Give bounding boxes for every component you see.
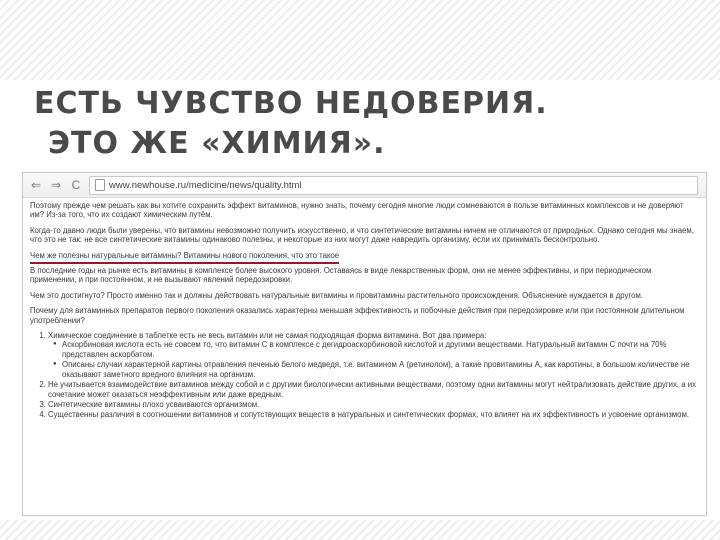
article-sublist: [48, 340, 699, 379]
article-intro-2: Когда-то давно люди были уверены, что витамины невозможно получить искусственно, и что синтетические витамины ничем не отличаются от природных. Однако сегодня мы знаем, что это не так: не все синтетические витамины одинаково полезны, и некоторые из них могут даже навредить организму, если их принимать бесконтрольно.: [30, 225, 694, 245]
sublist-item: ● Описаны случаи характерной картины отравления печенью белого медведя, т.е. витамином А (ретинолом), а такие провитамины А, как каротины, в большом количестве не оказывают заметного вредного влияния на организм.: [62, 360, 699, 379]
article-list: [30, 331, 699, 420]
page-icon: [95, 179, 105, 191]
slide-title-line-2: ЭТО ЖЕ «ХИМИЯ».: [48, 126, 386, 161]
article-question-text: Чем же полезны натуральные витамины? Витамины нового поколения, что это такое: [30, 250, 340, 260]
decorative-stripes-bottom: [0, 520, 720, 540]
browser-toolbar: [23, 173, 706, 198]
url-text: www.newhouse.ru/medicine/news/quality.html: [109, 179, 302, 191]
sublist-item: ● Аскорбиновая кислота есть не совсем то, что витамин С в комплексе с дегидроаскорбиновой кислотой и другими веществами. Натуральный витамин С почти на 70% представлен аскорбатом.: [62, 340, 699, 359]
article-paragraph-3: Почему для витаминных препаратов первого поколения оказались характерны меньшая эффективность и побочные действия при передозировке или при постоянном длительном употреблении?: [30, 306, 685, 325]
article-question: [30, 251, 339, 260]
forward-arrow-icon[interactable]: ⇒: [50, 178, 62, 192]
list-item-text: Химическое соединение в таблетке есть не весь витамин или не самая подходящая форма витамина. Вот два примера:: [48, 331, 487, 341]
article-paragraph-2: Чем это достигнуто? Просто именно так и должны действовать натуральные витамины и провитамины растительного происхождения. Объяснение нуждается в другом.: [30, 290, 643, 300]
highlight-underline: [30, 262, 339, 264]
article-question-paragraph: [30, 251, 699, 260]
list-item: [48, 331, 699, 379]
slide-title-line-1: ЕСТЬ ЧУВСТВО НЕДОВЕРИЯ.: [34, 86, 548, 121]
address-bar[interactable]: [89, 176, 698, 195]
article-paragraph-1: В последние годы на рынке есть витамины в комплексе более высокого уровня. Оставаясь в виде лекарственных форм, они не менее эффективны, и при периодическом применении, и при постоянном, и не вызывают явлений передозировки.: [30, 266, 652, 285]
list-item: 3. Синтетические витамины плохо усваиваются организмом.: [48, 400, 699, 409]
back-arrow-icon[interactable]: ⇐: [30, 178, 42, 192]
decorative-stripes-top: [0, 0, 720, 80]
slide-title: [34, 84, 548, 164]
list-item: 2. Не учитывается взаимодействие витаминов между собой и с другими биологически активными веществами, поэтому одни витамины могут нейтрализовать действие других, а их сочетание может оказаться неэффективным или даже вредным.: [48, 380, 699, 399]
list-item: 4. Существенны различия в соотношении витаминов и сопутствующих веществ в натуральных и синтетических формах, что влияет на их эффективность и усвоение организмом.: [48, 410, 699, 419]
article-body: [23, 198, 706, 420]
reload-icon[interactable]: C: [71, 178, 81, 192]
article-intro-1: Поэтому прежде чем решать как вы хотите сохранить эффект витаминов, нужно знать, почему сегодня многие люди сомневаются в пользе витаминных комплексов и не доверяют им? Из-за того, что их создают химическим путём.: [30, 201, 684, 220]
browser-screenshot: [22, 172, 707, 516]
